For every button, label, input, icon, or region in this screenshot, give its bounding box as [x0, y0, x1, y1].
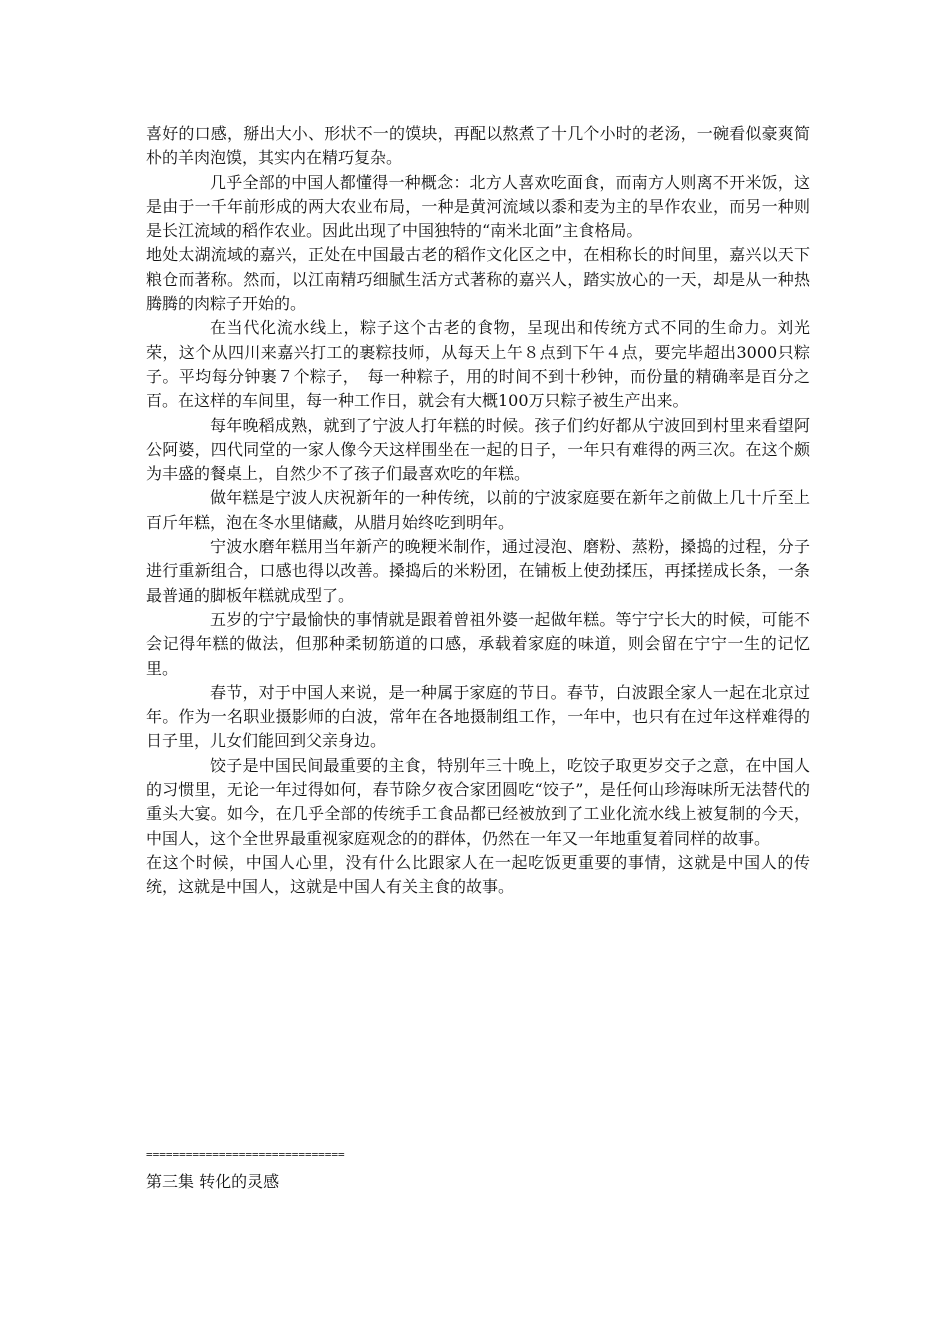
- paragraph: 在当代化流水线上，粽子这个古老的食物，呈现出和传统方式不同的生命力。刘光荣，这个从四川来嘉兴打工的裹粽技师，从每天上午８点到下午４点，要完毕超出3000只粽子。平均每分钟裹７个粽子， 每一种粽子，用的时间不到十秒钟，而份量的精确率是百分之百。在这样的车间里，每一种工作日，就会有大概100万只粽子被生产出来。: [146, 318, 810, 411]
- paragraph: 饺子是中国民间最重要的主食，特别年三十晚上，吃饺子取更岁交子之意，在中国人的习惯里，无论一年过得如何，春节除夕夜合家团圆吃“饺子”，是任何山珍海味所无法替代的重头大宴。如今，在几乎全部的传统手工食品都已经被放到了工业化流水线上被复制的今天，中国人，这个全世界最重视家庭观念的的群体，仍然在一年又一年地重复着同样的故事。: [146, 755, 810, 848]
- paragraph: 几乎全部的中国人都懂得一种概念：北方人喜欢吃面食，而南方人则离不开米饭，这是由于一千年前形成的两大农业布局，一种是黄河流域以黍和麦为主的旱作农业，而另一种则是长江流域的稻作农业。因此出现了中国独特的“南米北面”主食格局。: [146, 172, 810, 241]
- paragraph: 每年晚稻成熟，就到了宁波人打年糕的时候。孩子们约好都从宁波回到村里来看望阿公阿婆，四代同堂的一家人像今天这样围坐在一起的日子，一年只有难得的两三次。在这个颇为丰盛的餐桌上，自然少不了孩子们最喜欢吃的年糕。: [146, 415, 810, 484]
- paragraph: 喜好的口感，掰出大小、形状不一的馍块，再配以熬煮了十几个小时的老汤，一碗看似豪爽简朴的羊肉泡馍，其实内在精巧复杂。: [146, 124, 810, 168]
- paragraph: 做年糕是宁波人庆祝新年的一种传统，以前的宁波家庭要在新年之前做上几十斤至上百斤年糕，泡在冬水里储藏，从腊月始终吃到明年。: [146, 488, 810, 532]
- paragraph: 地处太湖流域的嘉兴，正处在中国最古老的稻作文化区之中，在相称长的时间里，嘉兴以天下粮仓而著称。然而，以江南精巧细腻生活方式著称的嘉兴人，踏实放心的一天，却是从一种热腾腾的肉粽子开始的。: [146, 245, 810, 314]
- article-body: [146, 122, 810, 900]
- paragraph: 五岁的宁宁最愉快的事情就是跟着曾祖外婆一起做年糕。等宁宁长大的时候，可能不会记得年糕的做法，但那种柔韧筋道的口感，承载着家庭的味道，则会留在宁宁一生的记忆里。: [146, 609, 810, 678]
- paragraph: 宁波水磨年糕用当年新产的晚粳米制作，通过浸泡、磨粉、蒸粉，搡捣的过程，分子进行重新组合，口感也得以改善。搡捣后的米粉团，在铺板上使劲揉压，再揉搓成长条，一条最普通的脚板年糕就成型了。: [146, 537, 810, 605]
- chapter-heading: 第三集 转化的灵感: [146, 1172, 280, 1191]
- paragraph: 春节，对于中国人来说，是一种属于家庭的节日。春节，白波跟全家人一起在北京过年。作为一名职业摄影师的白波，常年在各地摄制组工作，一年中，也只有在过年这样难得的日子里，儿女们能回到父亲身边。: [146, 682, 810, 751]
- section-separator: ==============================: [146, 1148, 345, 1161]
- paragraph: 在这个时候，中国人心里，没有什么比跟家人在一起吃饭更重要的事情，这就是中国人的传统，这就是中国人，这就是中国人有关主食的故事。: [146, 852, 810, 897]
